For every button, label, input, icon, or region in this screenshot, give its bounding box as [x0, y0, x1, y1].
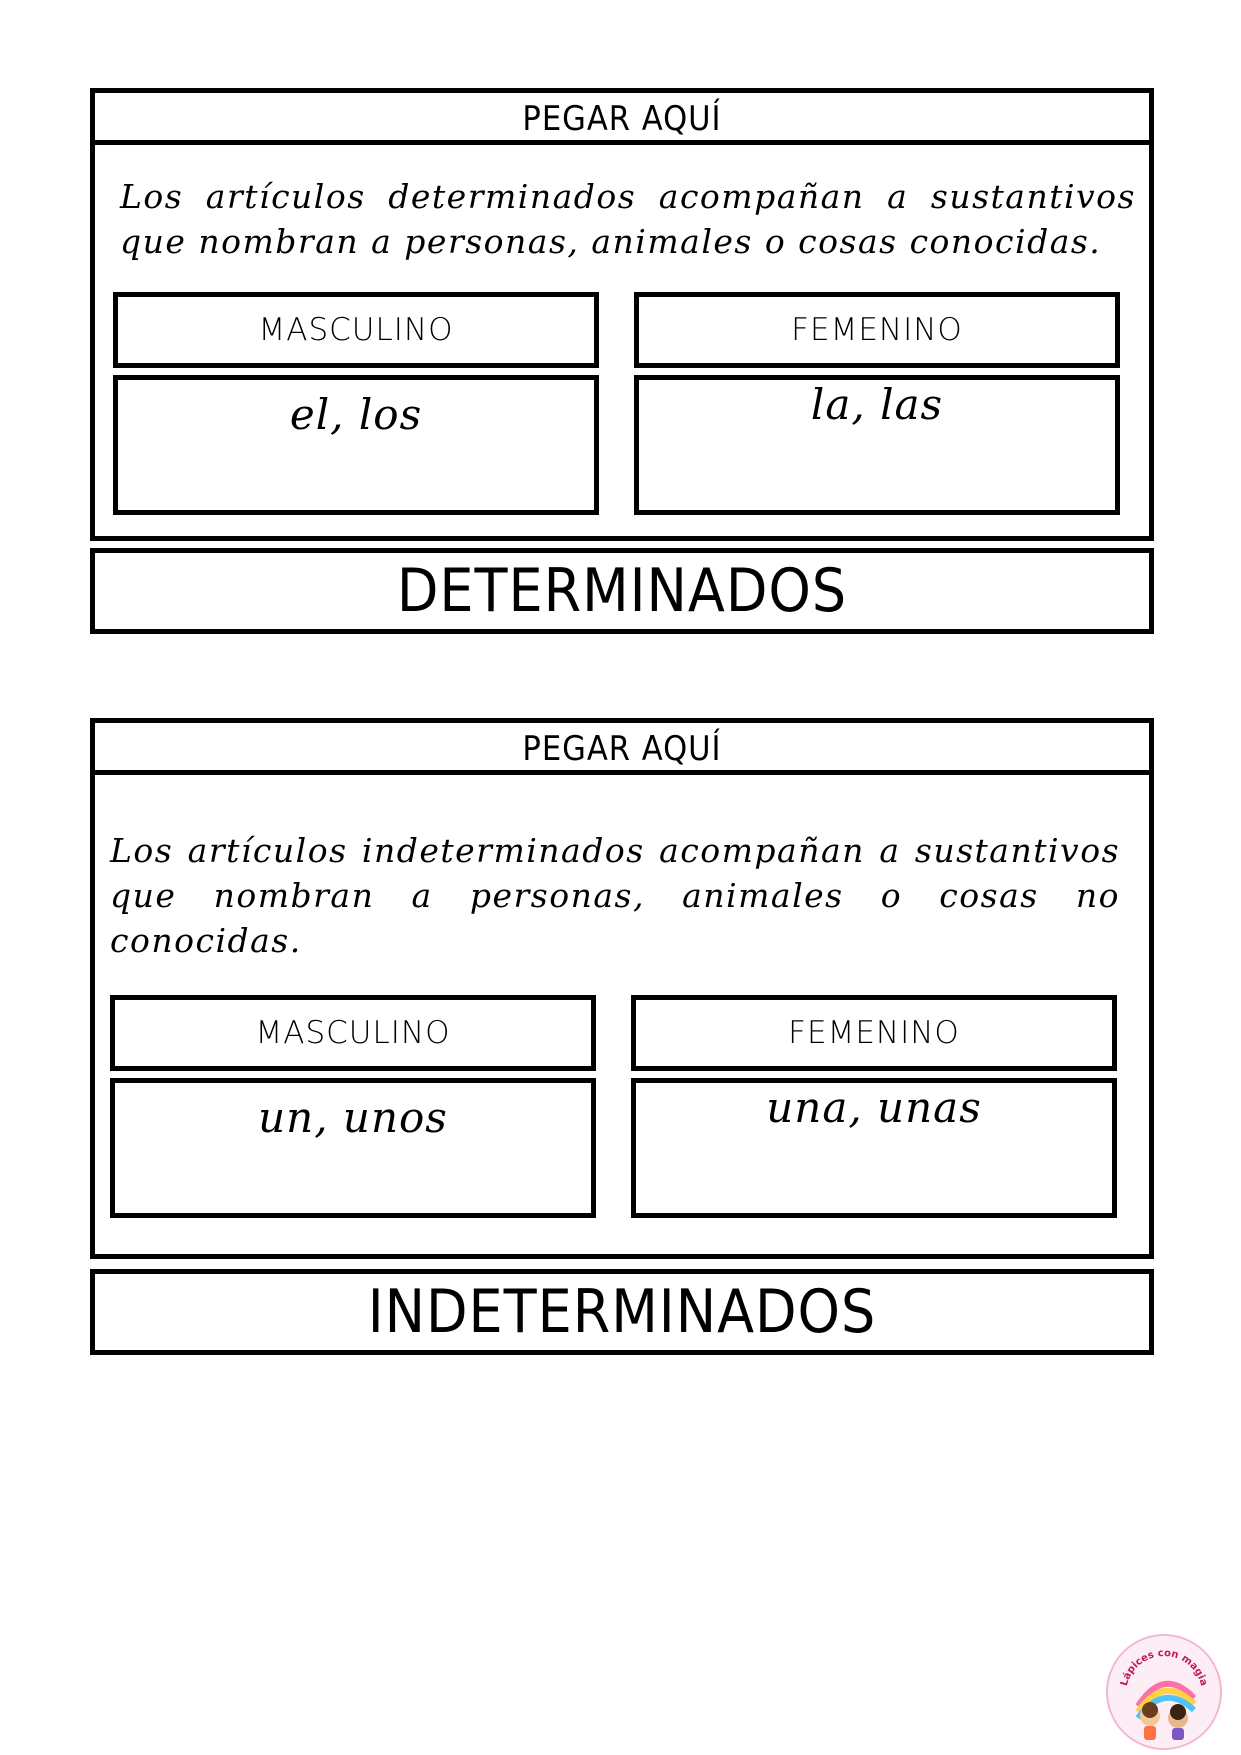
feminine-articles [631, 1078, 1117, 1218]
description-text: Los artículos indeterminados acompañan a sustantivos que nombran a personas, animales o cosas no conocidas. [110, 831, 1120, 960]
masculine-articles [110, 1078, 596, 1218]
masculine-articles-text: un, unos [258, 1093, 448, 1142]
section-title: DETERMINADOS [90, 548, 1154, 634]
paste-here-label: PEGAR AQUÍ [90, 88, 1154, 145]
logo-art [1108, 1636, 1220, 1748]
feminine-header: FEMENINO [634, 292, 1120, 368]
logo-text: Lápices con magia [1118, 1647, 1210, 1688]
feminine-header: FEMENINO [631, 995, 1117, 1071]
feminine-articles [634, 375, 1120, 515]
kids-logo-icon [1106, 1634, 1222, 1750]
paste-here-label: PEGAR AQUÍ [90, 718, 1154, 775]
masculine-header: MASCULINO [113, 292, 599, 368]
masculine-header: MASCULINO [110, 995, 596, 1071]
feminine-articles-text: la, las [810, 380, 944, 429]
card-indeterminados [90, 718, 1154, 1358]
masculine-articles-text: el, los [289, 390, 423, 439]
card-determinados [90, 88, 1154, 638]
description-text: Los artículos determinados acompañan a sustantivos que nombran a personas, animales o cosas conocidas. [120, 177, 1136, 261]
feminine-articles-text: una, unas [766, 1083, 982, 1132]
section-title: INDETERMINADOS [90, 1269, 1154, 1355]
masculine-articles [113, 375, 599, 515]
